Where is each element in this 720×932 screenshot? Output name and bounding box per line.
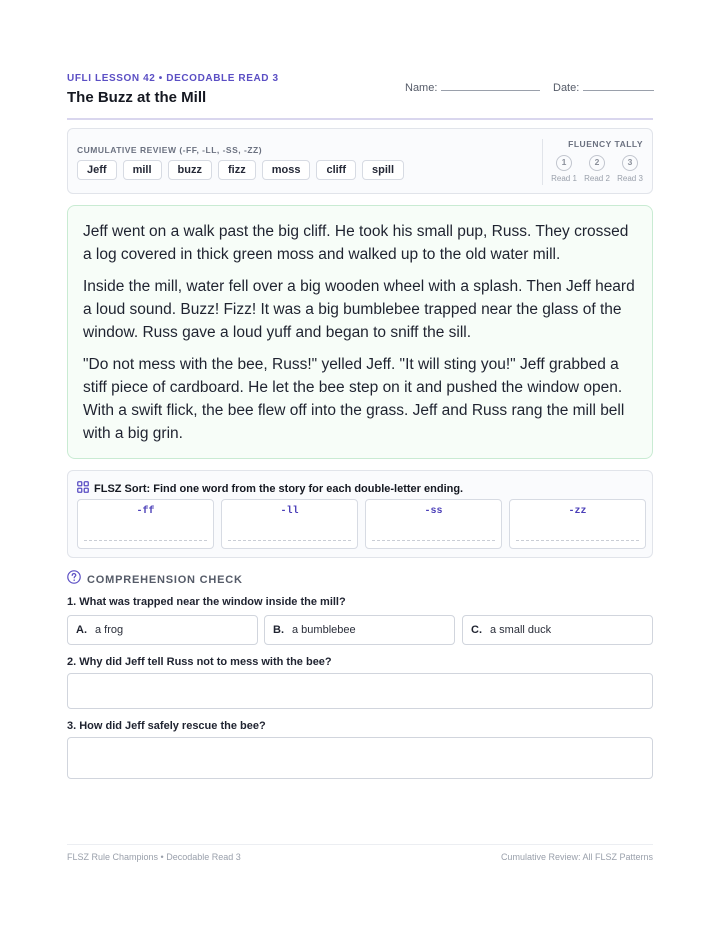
page-title: The Buzz at the Mill <box>67 89 207 106</box>
write-line[interactable] <box>372 540 495 541</box>
option-text: a small duck <box>490 624 552 636</box>
tally-divider <box>542 139 543 185</box>
option-letter: A. <box>76 624 87 636</box>
sort-box-ff[interactable] <box>77 499 214 549</box>
write-line[interactable] <box>516 540 639 541</box>
option-c[interactable] <box>462 615 653 645</box>
tally-circle[interactable]: 1 <box>556 155 572 171</box>
flsz-sort-panel <box>67 470 653 558</box>
question-3: 3. How did Jeff safely rescue the bee? <box>67 720 266 732</box>
story-paragraph: Jeff went on a walk past the big cliff. He took his small pup, Russ. They crossed a log covered in thick green moss and walked up to the old water mill. <box>83 223 629 263</box>
tally-circle[interactable]: 2 <box>589 155 605 171</box>
story-passage <box>67 205 653 459</box>
grid-icon <box>77 480 89 498</box>
review-word-chip: spill <box>362 160 404 180</box>
footer-right: Cumulative Review: All FLSZ Patterns <box>500 852 653 862</box>
ending-label: -zz <box>568 506 587 517</box>
review-word-chip: moss <box>262 160 311 180</box>
comprehension-title: COMPREHENSION CHECK <box>87 573 243 586</box>
tally-read-3[interactable] <box>615 155 645 183</box>
fluency-tally-label: FLUENCY TALLY <box>568 139 643 149</box>
story-paragraph: Inside the mill, water fell over a big wooden wheel with a splash. Then Jeff heard a loud sound. Buzz! Fizz! It was a big bumblebee trapped near the glass of the window. Russ gave a loud yuff and began to sniff the sill. <box>83 278 635 341</box>
date-label: Date: <box>553 82 580 94</box>
review-word-chip: Jeff <box>77 160 117 180</box>
sort-boxes <box>77 499 646 549</box>
lesson-kicker: UFLI LESSON 42 • DECODABLE READ 3 <box>67 73 279 84</box>
sort-title: FLSZ Sort: Find one word from the story for each double-letter ending. <box>94 483 464 495</box>
footer-left: FLSZ Rule Champions • Decodable Read 3 <box>67 852 241 862</box>
sort-box-zz[interactable] <box>509 499 646 549</box>
option-b[interactable] <box>264 615 455 645</box>
name-field[interactable] <box>405 81 540 94</box>
ending-label: -ll <box>280 506 299 517</box>
question-2: 2. Why did Jeff tell Russ not to mess with the bee? <box>67 656 332 668</box>
tally-caption: Read 1 <box>551 174 577 183</box>
option-letter: C. <box>471 624 482 636</box>
tally-read-2[interactable] <box>582 155 612 183</box>
worksheet-page <box>67 0 653 932</box>
sort-box-ll[interactable] <box>221 499 358 549</box>
sort-box-ss[interactable] <box>365 499 502 549</box>
tally-caption: Read 3 <box>617 174 643 183</box>
option-a[interactable] <box>67 615 258 645</box>
write-line[interactable] <box>228 540 351 541</box>
question-1: 1. What was trapped near the window inside the mill? <box>67 596 346 608</box>
ending-label: -ss <box>424 506 443 517</box>
tally-circle[interactable]: 3 <box>622 155 638 171</box>
review-word-chip: mill <box>123 160 162 180</box>
story-paragraph: "Do not mess with the bee, Russ!" yelled Jeff. "It will sting you!" Jeff grabbed a stiff piece of cardboard. He let the bee step on it and pushed the window open. With a swift flick, the bee flew off into the grass. Jeff and Russ rang the mill bell with a big grin. <box>83 356 625 442</box>
review-label: CUMULATIVE REVIEW (-FF, -LL, -SS, -ZZ) <box>77 145 263 155</box>
review-word-list <box>77 160 404 180</box>
date-field[interactable] <box>553 81 654 94</box>
tally-caption: Read 2 <box>584 174 610 183</box>
review-word-chip: fizz <box>218 160 256 180</box>
sort-heading <box>77 480 463 498</box>
answer-box-2[interactable] <box>67 673 653 709</box>
name-line[interactable] <box>441 81 540 91</box>
footer-divider <box>67 844 653 845</box>
option-text: a bumblebee <box>292 624 356 636</box>
ending-label: -ff <box>136 506 155 517</box>
option-text: a frog <box>95 624 124 636</box>
option-letter: B. <box>273 624 284 636</box>
question-circle-icon <box>67 570 81 589</box>
header-divider <box>67 118 653 120</box>
date-line[interactable] <box>583 81 654 91</box>
write-line[interactable] <box>84 540 207 541</box>
review-word-chip: buzz <box>168 160 212 180</box>
cumulative-review-panel <box>67 128 653 194</box>
review-word-chip: cliff <box>316 160 356 180</box>
answer-box-3[interactable] <box>67 737 653 779</box>
tally-read-1[interactable] <box>549 155 579 183</box>
comprehension-heading <box>67 570 243 589</box>
name-label: Name: <box>405 82 438 94</box>
